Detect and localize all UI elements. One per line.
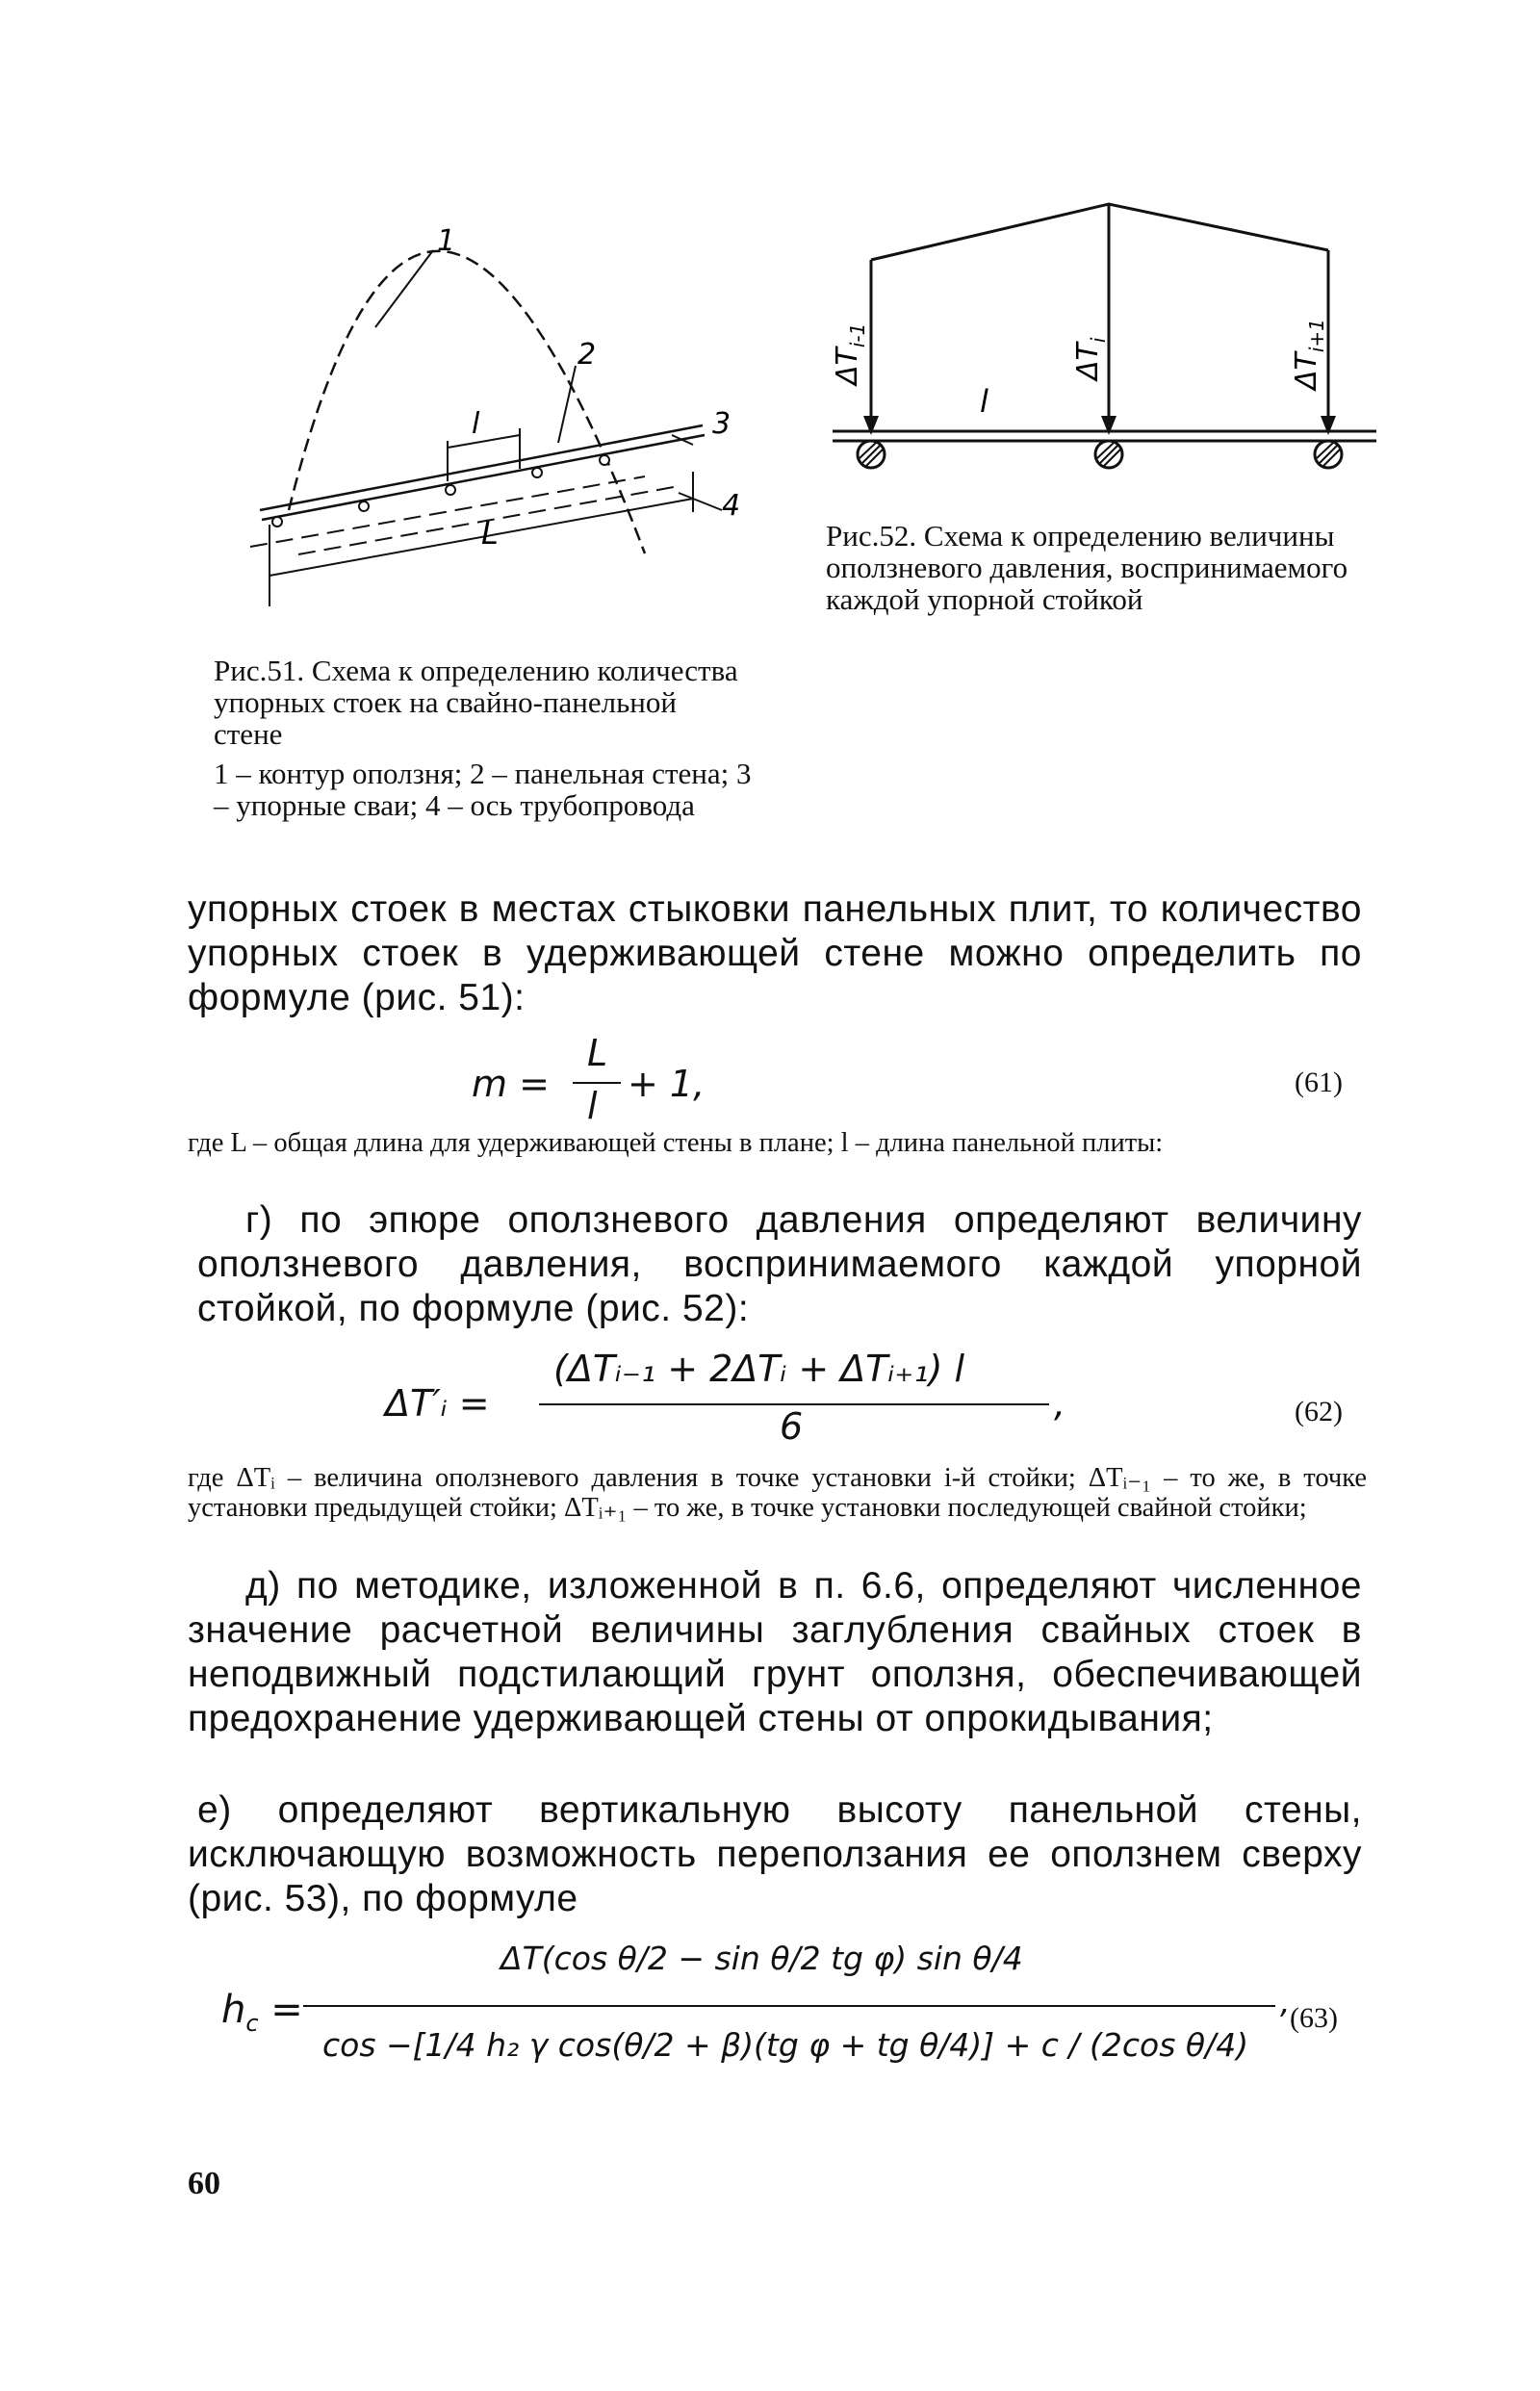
where-62: где ΔTᵢ – величина оползневого давления в точке установки i-й стойки; ΔTᵢ₋₁ – то же, в точке установки предыдущей стойки; ΔTᵢ₊₁ – то же, в точке установки последующей свайной стойки; xyxy=(188,1463,1367,1523)
eq62-lhs: ΔT′ᵢ = xyxy=(385,1382,490,1425)
label-l: l xyxy=(980,383,988,420)
eq61-number: (61) xyxy=(1295,1067,1343,1098)
pile-cur xyxy=(1095,441,1122,468)
label-dt-prev: $\Delta T_{i-1}$ xyxy=(831,322,869,385)
fig51-caption-legend: 1 – контур оползня; 2 – панельная стена; 3 – упорные сваи; 4 – ось трубопровода xyxy=(214,757,752,822)
pile xyxy=(272,517,282,527)
equation-61 xyxy=(472,1032,876,1138)
fig52-caption: Рис.52. Схема к определению величины оползневого давления, воспринимаемого каждой упорной стойкой xyxy=(826,519,1348,616)
pile xyxy=(359,501,369,511)
paragraph-g: г) по эпюре оползневого давления определяют величину оползневого давления, воспринимаемого каждой упорной стойкой, по формуле (рис. 52): xyxy=(197,1199,1362,1329)
page-number: 60 xyxy=(188,2166,220,2201)
label-2: 2 xyxy=(578,338,597,372)
pile xyxy=(532,468,542,477)
label-l: l xyxy=(472,407,480,441)
label-dt-cur: $\Delta T_i$ xyxy=(1071,337,1110,380)
figure-51-diagram xyxy=(241,193,780,626)
panel-wall xyxy=(260,425,703,510)
paragraph-continuation: упорных стоек в местах стыковки панельных плит, то количество упорных стоек в удерживающей стене можно определить по формуле (рис. 51): xyxy=(188,888,1362,1018)
label-4: 4 xyxy=(722,489,741,523)
pile xyxy=(600,455,609,465)
eq63-number: (63) xyxy=(1290,2002,1338,2034)
eq63-den: cos −[1/4 h₂ γ cos(θ/2 + β)(tg φ + tg θ/4)] + c / (2cos θ/4) xyxy=(322,2026,1249,2064)
eq63-tail: , xyxy=(1280,1983,1291,2020)
figure-52-diagram xyxy=(818,193,1396,491)
eq61-lhs: m = xyxy=(472,1063,550,1105)
eq63-num: ΔT(cos θ/2 − sin θ/2 tg φ) sin θ/4 xyxy=(500,1940,1023,1977)
paragraph-d: д) по методике, изложенной в п. 6.6, определяют численное значение расчетной величины заглубления свайных стоек в неподвижный подстилающий грунт оползня, обеспечивающей предохранение удерживающей стены от опрокидывания; xyxy=(188,1565,1362,1739)
pile-prev xyxy=(858,441,885,468)
equation-63 xyxy=(202,1930,1290,2094)
label-3: 3 xyxy=(712,407,732,441)
label-L: L xyxy=(481,515,499,552)
eq62-num: (ΔTᵢ₋₁ + 2ΔTᵢ + ΔTᵢ₊₁) l xyxy=(553,1348,965,1390)
eq61-tail: + 1, xyxy=(628,1063,706,1105)
eq61-den: l xyxy=(587,1085,598,1127)
fig51-caption-title: Рис.51. Схема к определению количества упорных стоек на свайно-панельной стене xyxy=(214,654,738,751)
pile-next xyxy=(1315,441,1342,468)
label-dt-next: $\Delta T_{i+1}$ xyxy=(1290,319,1328,390)
eq63-lhs: $h_c$ = xyxy=(221,1988,303,2037)
pressure-epure xyxy=(871,204,1328,260)
fig51-caption xyxy=(214,655,753,821)
where-61: где L – общая длина для удерживающей стены в плане; l – длина панельной плиты: xyxy=(188,1128,1164,1158)
eq61-num: L xyxy=(587,1032,608,1074)
label-1: 1 xyxy=(437,224,456,258)
eq62-number: (62) xyxy=(1295,1396,1343,1427)
pile xyxy=(446,485,455,495)
paragraph-e: е) определяют вертикальную высоту панельной стены, исключающую возможность переползания ее оползнем сверху (рис. 53), по формуле xyxy=(188,1789,1362,1919)
equation-62 xyxy=(385,1348,1116,1453)
eq62-tail: , xyxy=(1054,1382,1066,1425)
eq62-den: 6 xyxy=(780,1405,804,1448)
